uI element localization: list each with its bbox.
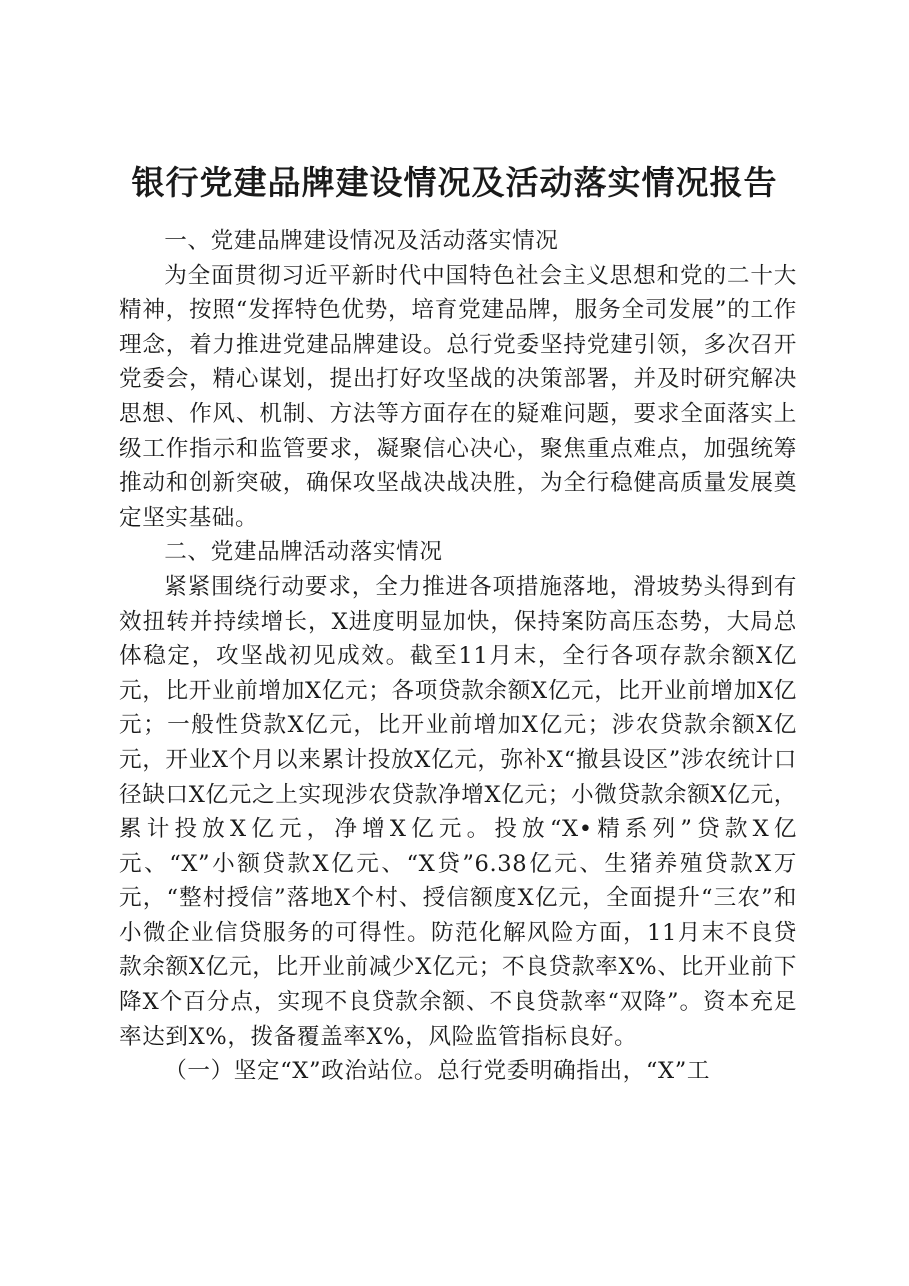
section-heading-2: 二、党建品牌活动落实情况 bbox=[164, 539, 443, 566]
paragraph-results: 紧紧围绕行动要求，全力推进各项措施落地，滑坡势头得到有效扭转并持续增长，X进度明显加快，保持案防高压态势，大局总体稳定，攻坚战初见成效。截至11月末，全行各项存款余额X亿元，比开业前增加X亿元；各项贷款余额X亿元，比开业前增加X亿元；一般性贷款X亿元，比开业前增加X亿元；涉农贷款余额X亿元，开业X个月以来累计投放X亿元，弥补X“撤县设区”涉农统计口径缺口X亿元之上实现涉农贷款净增X亿元；小微贷款余额X亿元，累计投放X亿元，净增X亿元。投放“X•精系列”贷款X亿元、“X”小额贷款X亿元、“X贷”6.38亿元、生猪养殖贷款X万元，“整村授信”落地X个村、授信额度X亿元，全面提升“三农”和小微企业信贷服务的可得性。防范化解风险方面，11月末不良贷款余额X亿元，比开业前减少X亿元；不良贷款率X%、比开业前下降X个百分点，实现不良贷款余额、不良贷款率“双降”。资本充足率达到X%，拨备覆盖率X%，风险监管指标良好。 bbox=[119, 573, 797, 1050]
paragraph-intro: 为全面贯彻习近平新时代中国特色社会主义思想和党的二十大精神，按照“发挥特色优势，培育党建品牌，服务全司发展”的工作理念，着力推进党建品牌建设。总行党委坚持党建引领，多次召开党委会，精心谋划，提出打好攻坚战的决策部署，并及时研究解决思想、作风、机制、方法等方面存在的疑难问题，要求全面落实上级工作指示和监管要求，凝聚信心决心，聚焦重点难点，加强统筹推动和创新突破，确保攻坚战决战决胜，为全行稳健高质量发展奠定坚实基础。 bbox=[119, 262, 797, 531]
subsection-heading-1: （一）坚定“X”政治站位。总行党委明确指出，“X”工 bbox=[164, 1058, 711, 1085]
document-body bbox=[119, 224, 797, 1089]
document-title: 银行党建品牌建设情况及活动落实情况报告 bbox=[131, 163, 778, 202]
section-heading-1: 一、党建品牌建设情况及活动落实情况 bbox=[164, 228, 559, 254]
